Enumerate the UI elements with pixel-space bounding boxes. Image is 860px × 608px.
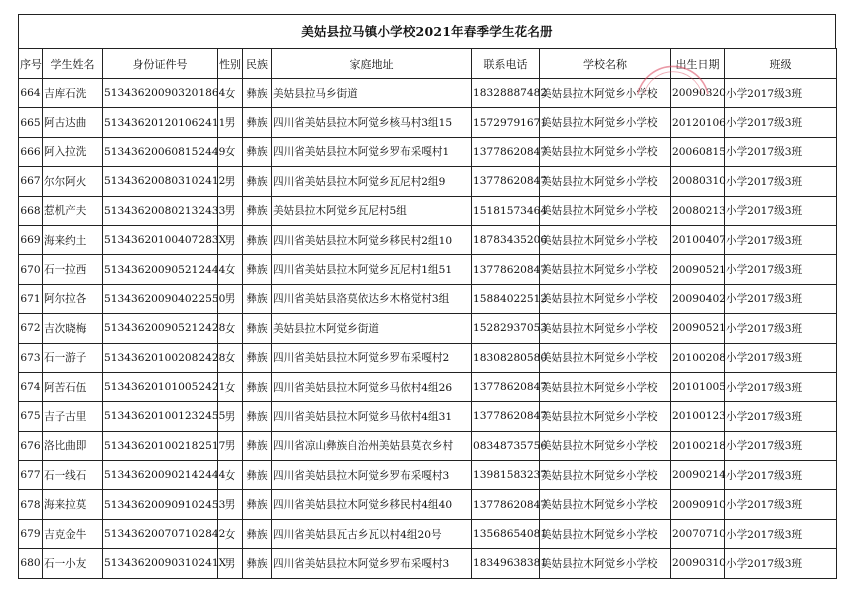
cell-school: 美姑县拉木阿觉乡小学校 [540, 79, 671, 108]
document-title: 美姑县拉马镇小学校2021年春季学生花名册 [18, 14, 836, 48]
student-roster-table [18, 48, 837, 579]
cell-id-number: 513436201201062411 [103, 108, 218, 137]
cell-class: 小学2017级3班 [725, 284, 837, 313]
cell-index: 667 [19, 167, 43, 196]
cell-ethnicity: 彝族 [243, 343, 272, 372]
cell-ethnicity: 彝族 [243, 461, 272, 490]
cell-birth-date: 20100407 [671, 225, 725, 254]
cell-class: 小学2017级3班 [725, 402, 837, 431]
cell-student-name: 惹机产夫 [43, 196, 103, 225]
cell-birth-date: 20100218 [671, 431, 725, 460]
cell-school: 美姑县拉木阿觉乡小学校 [540, 167, 671, 196]
cell-birth-date: 20090521 [671, 314, 725, 343]
cell-student-name: 阿入拉洗 [43, 137, 103, 166]
table-row [19, 167, 837, 196]
cell-phone: 18783435206 [472, 225, 540, 254]
cell-gender: 男 [218, 490, 243, 519]
cell-class: 小学2017级3班 [725, 225, 837, 254]
cell-index: 672 [19, 314, 43, 343]
cell-address: 四川省美姑县拉木阿觉乡罗布采嘎村1 [272, 137, 472, 166]
cell-id-number: 513436201002082428 [103, 343, 218, 372]
cell-school: 美姑县拉木阿觉乡小学校 [540, 431, 671, 460]
table-row [19, 137, 837, 166]
cell-ethnicity: 彝族 [243, 108, 272, 137]
cell-student-name: 洛比曲即 [43, 431, 103, 460]
cell-gender: 男 [218, 225, 243, 254]
cell-phone: 15282937053 [472, 314, 540, 343]
cell-index: 665 [19, 108, 43, 137]
table-header-row [19, 49, 837, 79]
cell-student-name: 石一线石 [43, 461, 103, 490]
header-class: 班级 [725, 49, 837, 79]
cell-id-number: 513436201010052421 [103, 372, 218, 401]
cell-phone: 13778620847 [472, 137, 540, 166]
cell-class: 小学2017级3班 [725, 343, 837, 372]
cell-school: 美姑县拉木阿觉乡小学校 [540, 343, 671, 372]
cell-id-number: 513436200802132433 [103, 196, 218, 225]
cell-class: 小学2017级3班 [725, 519, 837, 548]
cell-student-name: 阿苦石伍 [43, 372, 103, 401]
cell-phone: 18328887482 [472, 79, 540, 108]
cell-class: 小学2017级3班 [725, 167, 837, 196]
table-row [19, 255, 837, 284]
header-phone: 联系电话 [472, 49, 540, 79]
cell-birth-date: 20090310 [671, 549, 725, 578]
cell-id-number: 513436200905212444 [103, 255, 218, 284]
cell-birth-date: 20090320 [671, 79, 725, 108]
cell-address: 四川省美姑县洛莫依达乡木格觉村3组 [272, 284, 472, 313]
cell-birth-date: 20090910 [671, 490, 725, 519]
header-school: 学校名称 [540, 49, 671, 79]
cell-address: 美姑县拉木阿觉乡瓦尼村5组 [272, 196, 472, 225]
cell-school: 美姑县拉木阿觉乡小学校 [540, 372, 671, 401]
cell-gender: 女 [218, 255, 243, 284]
table-row [19, 372, 837, 401]
cell-birth-date: 20090214 [671, 461, 725, 490]
cell-class: 小学2017级3班 [725, 255, 837, 284]
cell-gender: 女 [218, 79, 243, 108]
cell-class: 小学2017级3班 [725, 314, 837, 343]
table-row [19, 431, 837, 460]
cell-id-number: 513436200902142444 [103, 461, 218, 490]
cell-index: 673 [19, 343, 43, 372]
table-row [19, 490, 837, 519]
cell-gender: 男 [218, 196, 243, 225]
cell-index: 677 [19, 461, 43, 490]
cell-gender: 男 [218, 284, 243, 313]
cell-phone: 13981583237 [472, 461, 540, 490]
cell-address: 四川省美姑县拉木阿觉乡移民村4组40 [272, 490, 472, 519]
cell-gender: 男 [218, 431, 243, 460]
cell-ethnicity: 彝族 [243, 79, 272, 108]
header-address: 家庭地址 [272, 49, 472, 79]
cell-index: 671 [19, 284, 43, 313]
cell-school: 美姑县拉木阿觉乡小学校 [540, 461, 671, 490]
cell-gender: 男 [218, 167, 243, 196]
cell-ethnicity: 彝族 [243, 167, 272, 196]
cell-phone: 15884022512 [472, 284, 540, 313]
cell-birth-date: 20060815 [671, 137, 725, 166]
cell-student-name: 尔尔阿火 [43, 167, 103, 196]
cell-id-number: 513436200903201864 [103, 79, 218, 108]
cell-id-number: 513436200904022550 [103, 284, 218, 313]
cell-gender: 女 [218, 314, 243, 343]
cell-id-number: 513436200905212428 [103, 314, 218, 343]
cell-gender: 女 [218, 372, 243, 401]
cell-birth-date: 20100123 [671, 402, 725, 431]
table-row [19, 461, 837, 490]
cell-index: 670 [19, 255, 43, 284]
cell-school: 美姑县拉木阿觉乡小学校 [540, 284, 671, 313]
cell-class: 小学2017级3班 [725, 461, 837, 490]
cell-index: 674 [19, 372, 43, 401]
cell-class: 小学2017级3班 [725, 490, 837, 519]
cell-phone: 15729791671 [472, 108, 540, 137]
table-row [19, 402, 837, 431]
cell-gender: 男 [218, 108, 243, 137]
table-row [19, 314, 837, 343]
cell-class: 小学2017级3班 [725, 431, 837, 460]
cell-index: 664 [19, 79, 43, 108]
cell-school: 美姑县拉木阿觉乡小学校 [540, 549, 671, 578]
cell-phone: 13568654081 [472, 519, 540, 548]
cell-birth-date: 20100208 [671, 343, 725, 372]
cell-ethnicity: 彝族 [243, 225, 272, 254]
cell-phone: 18308280580 [472, 343, 540, 372]
cell-address: 四川省美姑县拉木阿觉乡瓦尼村1组51 [272, 255, 472, 284]
cell-address: 美姑县拉木阿觉乡街道 [272, 314, 472, 343]
cell-school: 美姑县拉木阿觉乡小学校 [540, 255, 671, 284]
cell-gender: 女 [218, 137, 243, 166]
cell-phone: 08348735756 [472, 431, 540, 460]
cell-student-name: 吉子古里 [43, 402, 103, 431]
table-row [19, 284, 837, 313]
cell-student-name: 阿尔拉各 [43, 284, 103, 313]
cell-index: 668 [19, 196, 43, 225]
cell-ethnicity: 彝族 [243, 284, 272, 313]
cell-ethnicity: 彝族 [243, 196, 272, 225]
cell-phone: 18349638381 [472, 549, 540, 578]
cell-student-name: 海来拉莫 [43, 490, 103, 519]
cell-id-number: 513436200909102453 [103, 490, 218, 519]
cell-ethnicity: 彝族 [243, 255, 272, 284]
header-ethnicity: 民族 [243, 49, 272, 79]
cell-address: 四川省美姑县拉木阿觉乡罗布采嘎村3 [272, 461, 472, 490]
cell-gender: 女 [218, 519, 243, 548]
cell-address: 四川省美姑县拉木阿觉乡罗布采嘎村3 [272, 549, 472, 578]
cell-ethnicity: 彝族 [243, 372, 272, 401]
cell-address: 四川省美姑县拉木阿觉乡马依村4组31 [272, 402, 472, 431]
cell-ethnicity: 彝族 [243, 519, 272, 548]
cell-birth-date: 20080310 [671, 167, 725, 196]
cell-class: 小学2017级3班 [725, 196, 837, 225]
cell-student-name: 石一游子 [43, 343, 103, 372]
cell-school: 美姑县拉木阿觉乡小学校 [540, 314, 671, 343]
roster-sheet [18, 14, 836, 579]
cell-id-number: 513436200608152449 [103, 137, 218, 166]
cell-id-number: 513436201002182517 [103, 431, 218, 460]
cell-class: 小学2017级3班 [725, 108, 837, 137]
cell-index: 679 [19, 519, 43, 548]
cell-birth-date: 20090521 [671, 255, 725, 284]
table-row [19, 79, 837, 108]
cell-school: 美姑县拉木阿觉乡小学校 [540, 490, 671, 519]
table-row [19, 196, 837, 225]
cell-address: 四川省凉山彝族自治州美姑县莫衣乡村 [272, 431, 472, 460]
cell-class: 小学2017级3班 [725, 372, 837, 401]
cell-class: 小学2017级3班 [725, 549, 837, 578]
cell-school: 美姑县拉木阿觉乡小学校 [540, 137, 671, 166]
cell-phone: 13778620847 [472, 402, 540, 431]
cell-index: 666 [19, 137, 43, 166]
cell-phone: 13778620847 [472, 372, 540, 401]
cell-address: 美姑县拉马乡街道 [272, 79, 472, 108]
cell-school: 美姑县拉木阿觉乡小学校 [540, 402, 671, 431]
header-student-name: 学生姓名 [43, 49, 103, 79]
cell-id-number: 513436201001232455 [103, 402, 218, 431]
cell-address: 四川省美姑县拉木阿觉乡罗布采嘎村2 [272, 343, 472, 372]
cell-index: 669 [19, 225, 43, 254]
cell-birth-date: 20120106 [671, 108, 725, 137]
header-id-number: 身份证件号 [103, 49, 218, 79]
cell-school: 美姑县拉木阿觉乡小学校 [540, 108, 671, 137]
cell-school: 美姑县拉木阿觉乡小学校 [540, 519, 671, 548]
header-index: 序号 [19, 49, 43, 79]
header-gender: 性别 [218, 49, 243, 79]
cell-school: 美姑县拉木阿觉乡小学校 [540, 225, 671, 254]
table-row [19, 519, 837, 548]
cell-phone: 15181573464 [472, 196, 540, 225]
cell-phone: 13778620847 [472, 167, 540, 196]
cell-address: 四川省美姑县拉木阿觉乡移民村2组10 [272, 225, 472, 254]
cell-gender: 男 [218, 402, 243, 431]
cell-address: 四川省美姑县拉木阿觉乡核马村3组15 [272, 108, 472, 137]
cell-gender: 女 [218, 461, 243, 490]
cell-student-name: 吉库石洗 [43, 79, 103, 108]
cell-birth-date: 20090402 [671, 284, 725, 313]
cell-birth-date: 20080213 [671, 196, 725, 225]
cell-student-name: 石一小友 [43, 549, 103, 578]
cell-student-name: 阿古达曲 [43, 108, 103, 137]
cell-id-number: 513436200803102412 [103, 167, 218, 196]
cell-class: 小学2017级3班 [725, 79, 837, 108]
cell-id-number: 51343620090310241X [103, 549, 218, 578]
cell-gender: 女 [218, 343, 243, 372]
cell-phone: 13778620847 [472, 490, 540, 519]
cell-ethnicity: 彝族 [243, 314, 272, 343]
cell-index: 676 [19, 431, 43, 460]
cell-address: 四川省美姑县拉木阿觉乡瓦尼村2组9 [272, 167, 472, 196]
cell-phone: 13778620847 [472, 255, 540, 284]
cell-ethnicity: 彝族 [243, 490, 272, 519]
cell-ethnicity: 彝族 [243, 402, 272, 431]
cell-index: 680 [19, 549, 43, 578]
cell-student-name: 石一拉西 [43, 255, 103, 284]
table-row [19, 225, 837, 254]
cell-school: 美姑县拉木阿觉乡小学校 [540, 196, 671, 225]
cell-address: 四川省美姑县瓦古乡瓦以村4组20号 [272, 519, 472, 548]
cell-birth-date: 20070710 [671, 519, 725, 548]
cell-student-name: 海来约土 [43, 225, 103, 254]
cell-ethnicity: 彝族 [243, 137, 272, 166]
cell-student-name: 吉克金牛 [43, 519, 103, 548]
cell-id-number: 51343620100407283X [103, 225, 218, 254]
header-birth-date: 出生日期 [671, 49, 725, 79]
cell-class: 小学2017级3班 [725, 137, 837, 166]
cell-ethnicity: 彝族 [243, 431, 272, 460]
cell-birth-date: 20101005 [671, 372, 725, 401]
cell-address: 四川省美姑县拉木阿觉乡马依村4组26 [272, 372, 472, 401]
table-row [19, 343, 837, 372]
cell-gender: 男 [218, 549, 243, 578]
cell-index: 675 [19, 402, 43, 431]
table-row [19, 549, 837, 578]
table-row [19, 108, 837, 137]
cell-index: 678 [19, 490, 43, 519]
cell-ethnicity: 彝族 [243, 549, 272, 578]
cell-student-name: 吉次晓梅 [43, 314, 103, 343]
cell-id-number: 513436200707102842 [103, 519, 218, 548]
